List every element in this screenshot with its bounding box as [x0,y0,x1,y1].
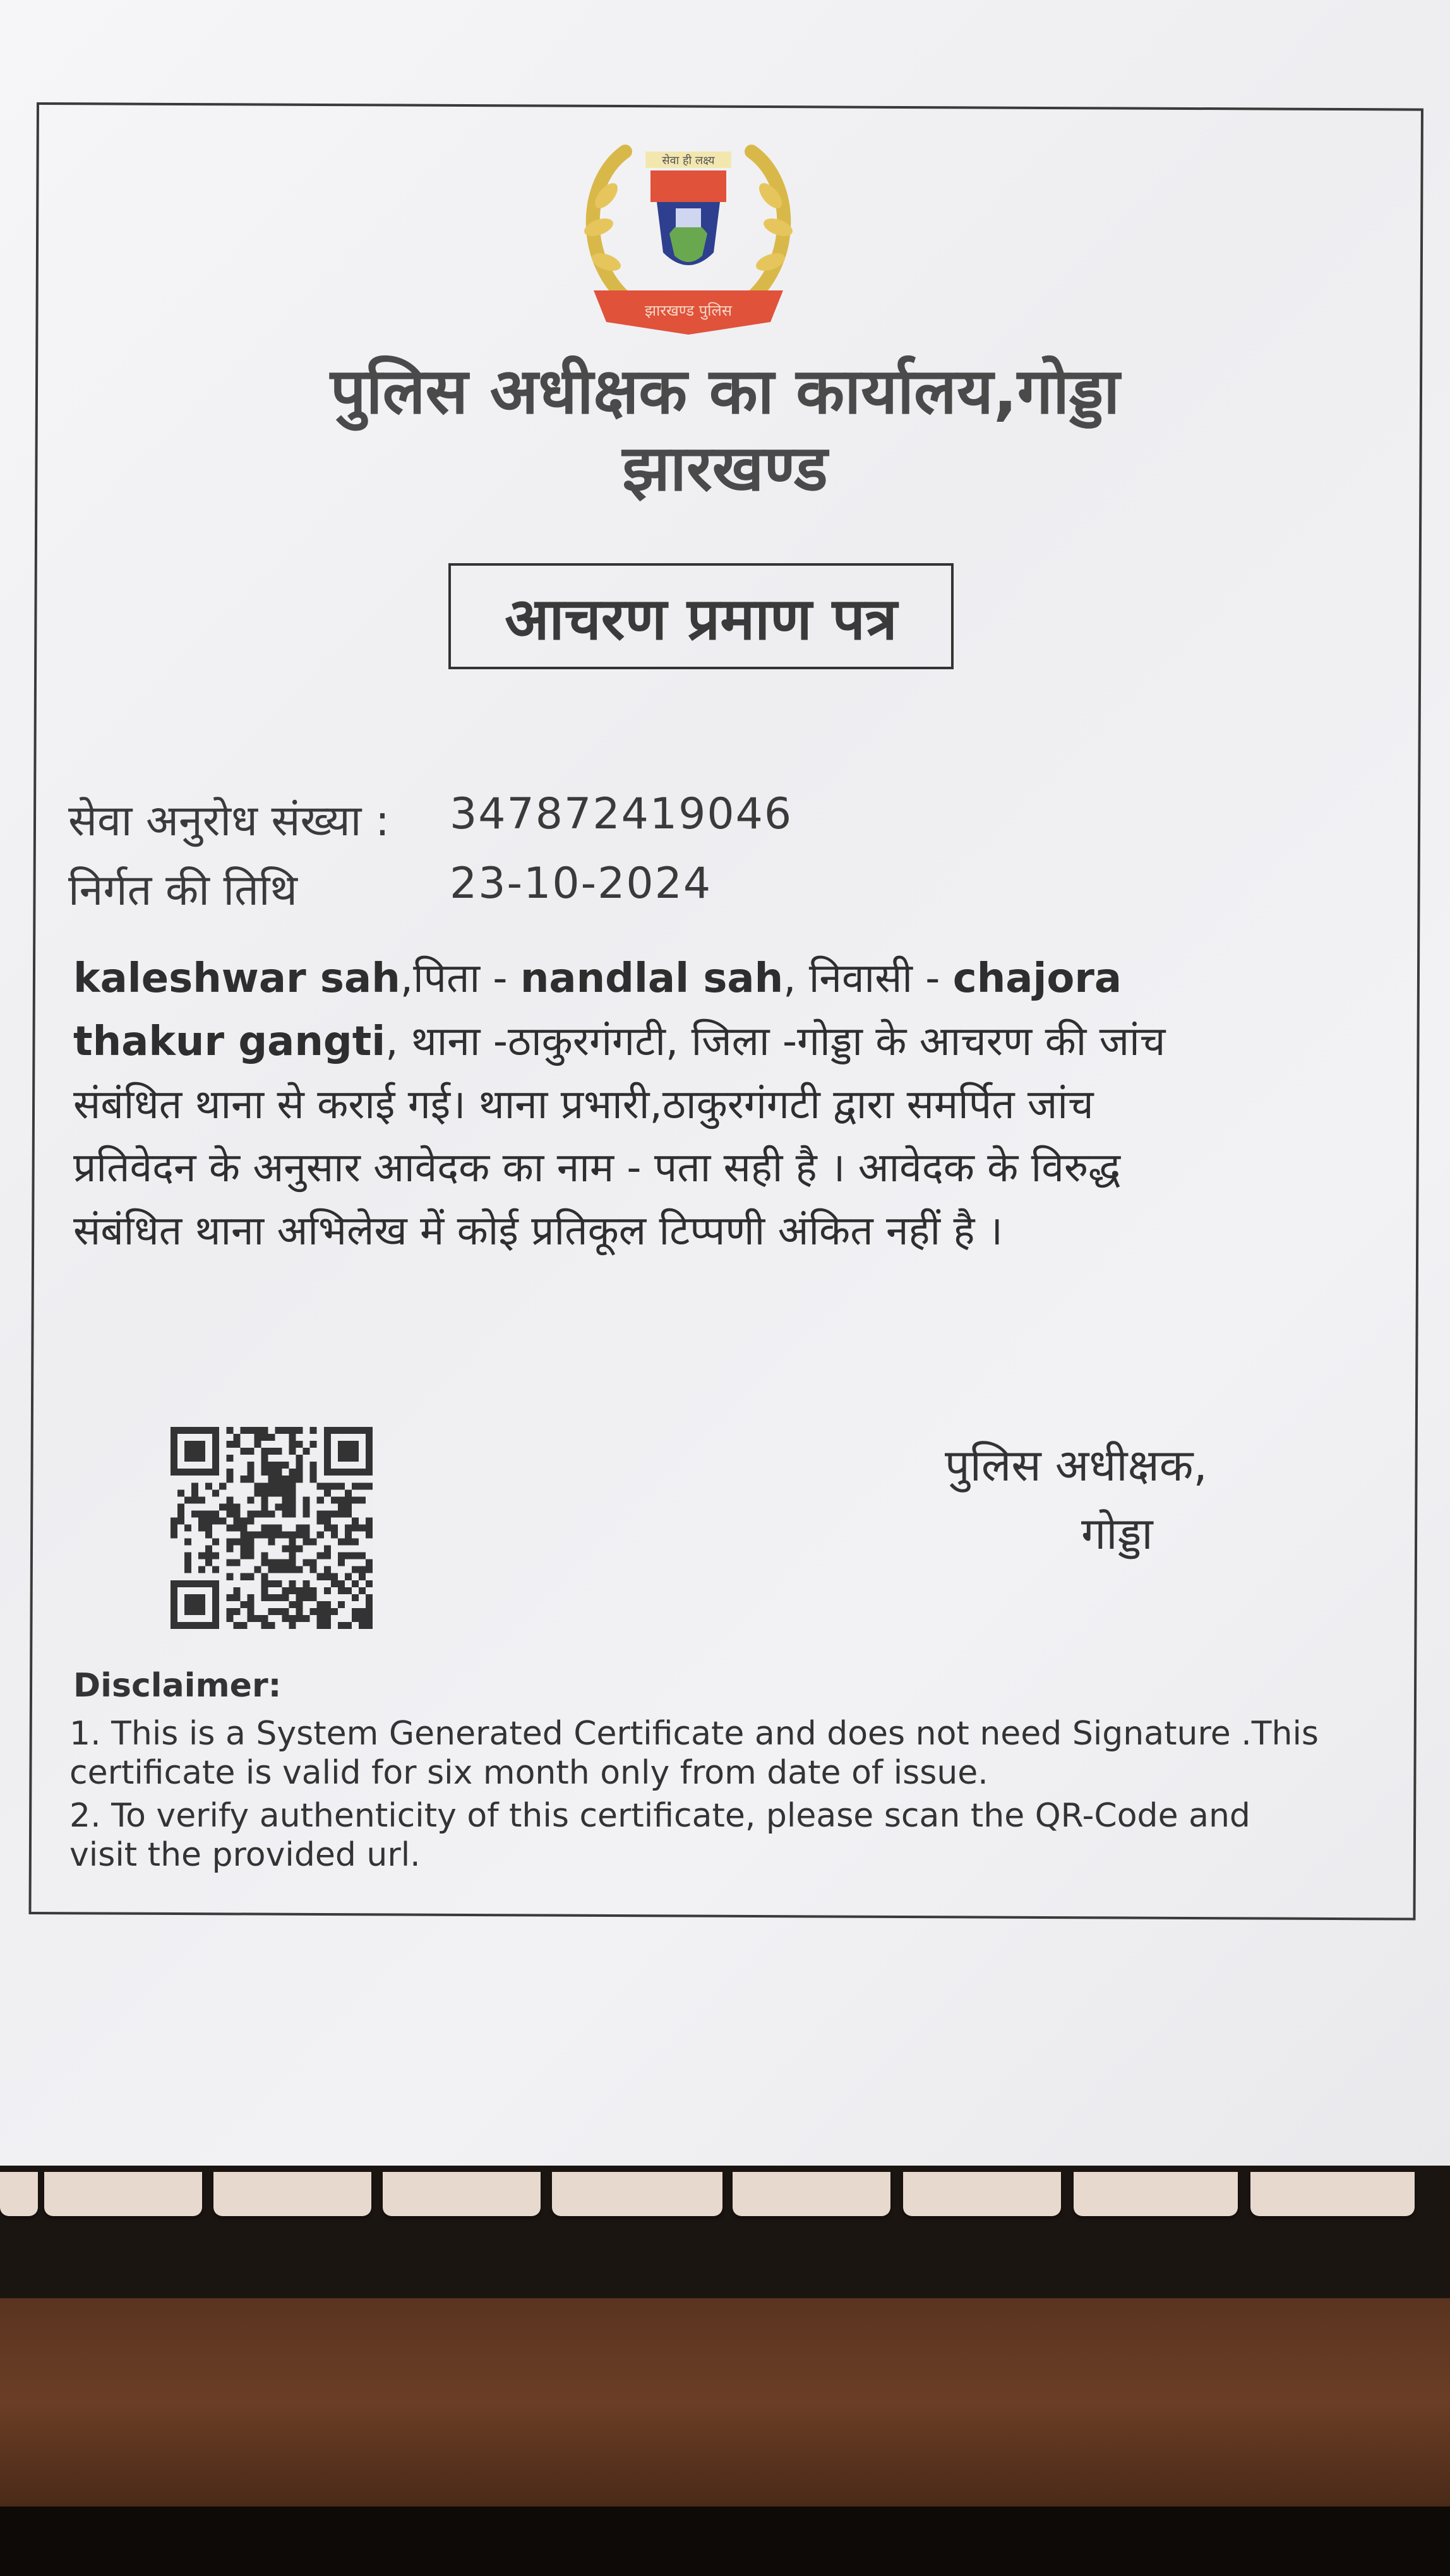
certificate-title: आचरण प्रमाण पत्र [505,585,897,653]
body-line-2 [73,1010,1362,1073]
qr-code[interactable] [171,1427,373,1629]
request-number-value: 347872419046 [450,789,793,839]
keyboard-key [1074,2172,1238,2216]
keyboard-key [213,2172,371,2216]
keyboard-key [1250,2172,1415,2216]
disclaimer-item-2-line-1: 2. To verify authenticity of this certificate, please scan the QR-Code and [69,1797,1250,1835]
resident-label: , निवासी - [783,955,953,1002]
applicant-name: kaleshwar sah [73,955,400,1002]
disclaimer-item-1-line-2: certificate is valid for six month only from date of issue. [69,1754,988,1792]
father-label: ,पिता - [400,955,520,1002]
keyboard-key [903,2172,1061,2216]
address-part-2: thakur gangti [73,1018,386,1065]
signatory-title: पुलिस अधीक्षक, [945,1440,1207,1491]
body-line-3: संबंधित थाना से कराई गई। थाना प्रभारी,ठाकुरगंगटी द्वारा समर्पित जांच [73,1082,1094,1128]
request-number-label: सेवा अनुरोध संख्या : [68,796,390,846]
address-part-1: chajora [952,955,1122,1002]
disclaimer-heading: Disclaimer: [73,1667,282,1705]
keyboard-key [383,2172,541,2216]
keyboard-key [44,2172,202,2216]
disclaimer-item-2-line-2: visit the provided url. [69,1836,421,1874]
state-title: झारखण्ड [622,431,828,505]
emblem-motto: सेवा ही लक्ष्य [662,154,715,167]
jharkhand-police-emblem [556,126,821,354]
keyboard-key [733,2172,890,2216]
dark-floor [0,2507,1450,2576]
issue-date-label: निर्गत की तिथि [68,866,297,915]
office-title: पुलिस अधीक्षक का कार्यालय,गोड्डा [330,354,1120,428]
body-line-1 [73,947,1362,1010]
certificate-body [73,947,1362,1263]
body-line-5: संबंधित थाना अभिलेख में कोई प्रतिकूल टिप्पणी अंकित नहीं है । [73,1208,1004,1255]
wooden-desk [0,2298,1450,2507]
emblem-ribbon-text: झारखण्ड पुलिस [644,302,733,319]
thana-district-text: , थाना -ठाकुरगंगटी, जिला -गोड्डा के आचरण की जांच [385,1018,1166,1065]
issue-date-value: 23-10-2024 [450,859,712,909]
certificate-title-box [448,563,954,669]
signatory-place: गोड्डा [1081,1508,1153,1559]
keyboard-key [0,2172,38,2216]
disclaimer-item-1-line-1: 1. This is a System Generated Certificate and does not need Signature .This [69,1715,1319,1753]
father-name: nandlal sah [520,955,784,1002]
body-line-4: प्रतिवेदन के अनुसार आवेदक का नाम - पता सही है । आवेदक के विरुद्ध [73,1145,1121,1191]
keyboard-key [552,2172,722,2216]
